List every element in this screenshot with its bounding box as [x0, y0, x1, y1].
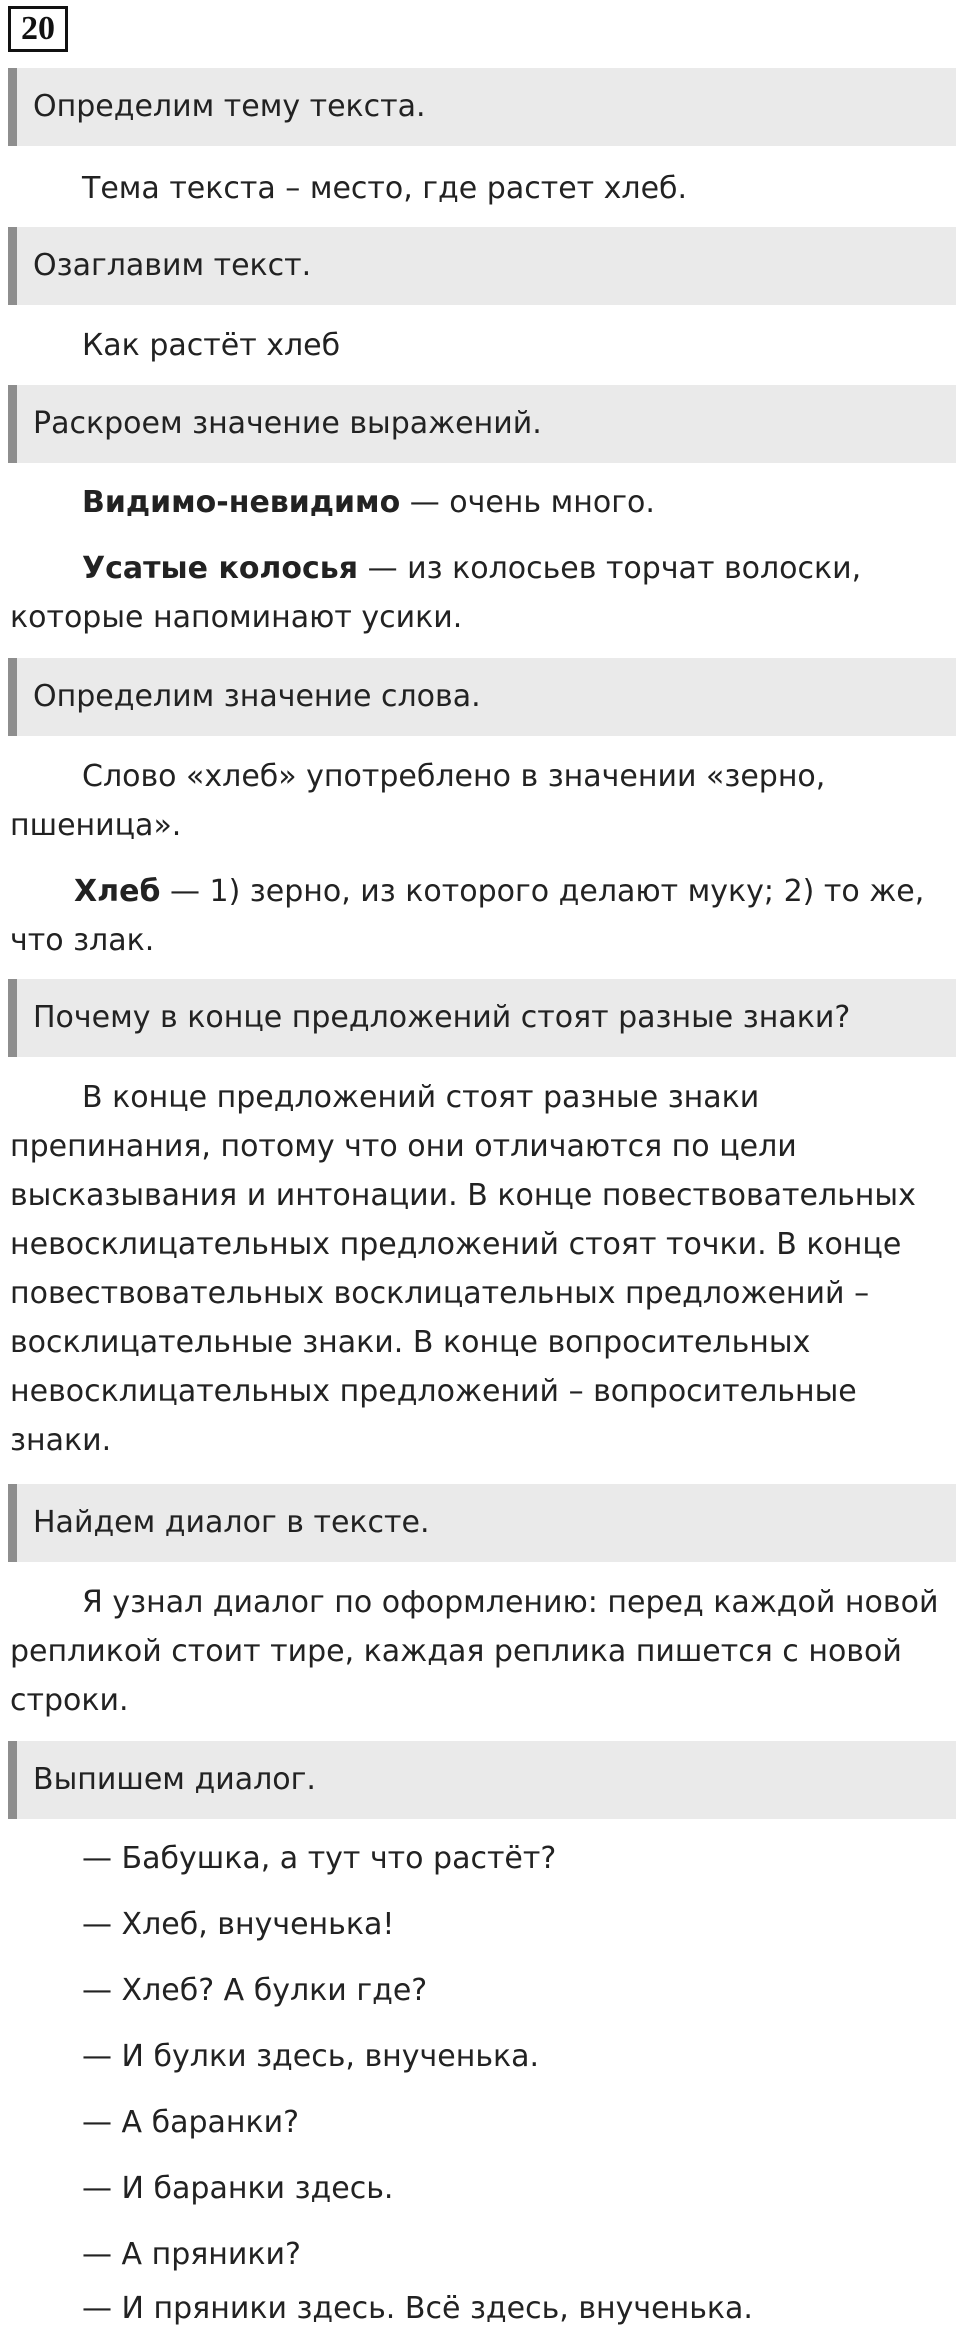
expression-item [10, 544, 950, 642]
word-definition-term: Хлеб [74, 874, 161, 909]
dialog-line: — Хлеб? А булки где? [82, 1973, 428, 2008]
topic-answer: Тема текста – место, где растет хлеб. [82, 171, 688, 206]
section-heading-expressions: Раскроем значение выражений. [8, 385, 956, 463]
section-heading-word-meaning: Определим значение слова. [8, 658, 956, 736]
expression-definition: — очень много. [400, 485, 655, 520]
dialog-line: — И баранки здесь. [82, 2171, 394, 2206]
dialog-line: — Бабушка, а тут что растёт? [82, 1841, 557, 1876]
dialog-line: — А баранки? [82, 2105, 300, 2140]
section-heading-title: Озаглавим текст. [8, 227, 956, 305]
section-heading-punctuation: Почему в конце предложений стоят разные знаки? [8, 979, 956, 1057]
expression-term: Усатые колосья [82, 551, 359, 586]
dialog-line: — И пряники здесь. Всё здесь, внученька. [82, 2291, 753, 2326]
word-meaning-answer: Слово «хлеб» употреблено в значении «зерно, пшеница». [10, 759, 826, 843]
dialog-line: — А пряники? [82, 2237, 301, 2272]
task-number: 20 [8, 6, 68, 52]
section-heading-write-dialog: Выпишем диалог. [8, 1741, 956, 1819]
word-definition [10, 867, 950, 965]
find-dialog-answer: Я узнал диалог по оформлению: перед каждой новой репликой стоит тире, каждая реплика пишется с новой строки. [10, 1585, 939, 1718]
dialog-line: — Хлеб, внученька! [82, 1907, 395, 1942]
expression-item [10, 478, 950, 527]
dialog-line: — И булки здесь, внученька. [82, 2039, 540, 2074]
word-definition-text: — 1) зерно, из которого делают муку; 2) то же, что злак. [10, 874, 925, 958]
expression-term: Видимо-невидимо [82, 485, 401, 520]
title-answer: Как растёт хлеб [82, 328, 341, 363]
punctuation-answer: В конце предложений стоят разные знаки препинания, потому что они отличаются по цели высказывания и интонации. В конце повествовательных невосклицательных предложений стоят точки. В конце повествовательных восклицательных предложений – восклицательные знаки. В конце вопросительных невосклицательных предложений – вопросительные знаки. [10, 1080, 916, 1458]
section-heading-topic: Определим тему текста. [8, 68, 956, 146]
section-heading-find-dialog: Найдем диалог в тексте. [8, 1484, 956, 1562]
expression-definition: — из колосьев торчат волоски, которые напоминают усики. [10, 551, 862, 635]
